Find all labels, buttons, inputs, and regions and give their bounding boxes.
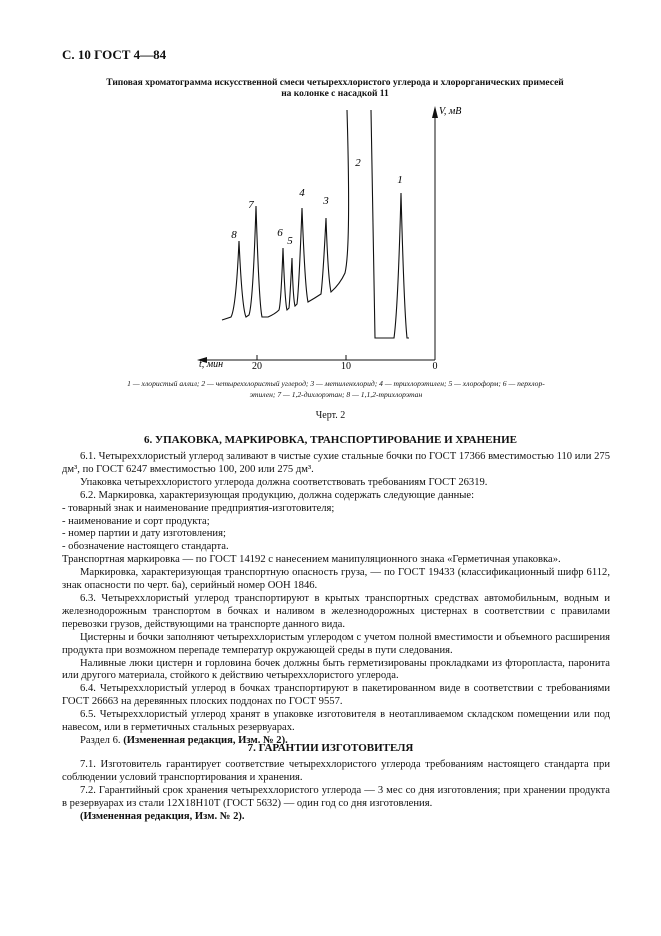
figure-title-line-2: на колонке с насадкой 11 [281, 89, 389, 99]
section-7-body [62, 759, 610, 824]
paragraph-tanks: Цистерны и бочки заполняют четыреххлористым углеродом с учетом полной вместимости и объемного расширения продукта при возможном перепаде температур окружающей среды в пути следования. [62, 631, 610, 656]
list-item: - номер партии и дату изготовления; [62, 528, 226, 540]
peak-label-5: 5 [287, 235, 293, 247]
paragraph-7-2: 7.2. Гарантийный срок хранения четыреххлористого углерода — 3 мес со дня изготовления; при хранении продукта в резервуарах из стали 12Х18Н10Т (ГОСТ 5632) — один год со дня изготовления. [62, 784, 610, 809]
figure-title-line-1: Типовая хроматограмма искусственной смеси четыреххлористого углерода и хлорорганических примесей [106, 78, 564, 88]
list-item: - наименование и сорт продукта; [62, 515, 210, 527]
paragraph-6-1-packaging: Упаковка четыреххлористого углерода должна соответствовать требованиям ГОСТ 26319. [80, 476, 488, 488]
figure-legend [62, 378, 610, 400]
chromatogram-trace [222, 110, 409, 338]
paragraph-hatches: Наливные люки цистерн и горловина бочек должны быть герметизированы прокладками из фторопласта, паронита или другого материала, стойкого к действию четыреххлористого углерода. [62, 657, 610, 682]
list-item: - товарный знак и наименование предприятия-изготовителя; [62, 502, 335, 514]
peak-label-4: 4 [299, 187, 305, 199]
peak-label-1: 1 [397, 174, 403, 186]
x-tick-label-10: 10 [341, 361, 351, 372]
paragraph-7-1: 7.1. Изготовитель гарантирует соответствие четыреххлористого углерода требованиям настоящего стандарта при соблюдении условий транспортирования и хранения. [62, 759, 610, 783]
y-axis-label: V, мВ [439, 106, 462, 117]
page-header: С. 10 ГОСТ 4—84 [62, 47, 167, 62]
paragraph-6-2: 6.2. Маркировка, характеризующая продукцию, должна содержать следующие данные: [80, 489, 475, 501]
section-6-body [62, 451, 610, 748]
x-tick-label-20: 20 [252, 361, 262, 372]
y-axis-arrow [432, 106, 438, 118]
paragraph-6-4: 6.4. Четыреххлористый углерод в бочках транспортируют в пакетированном виде в соответствии с требованиями ГОСТ 26663 на деревянных плоских поддонах по ГОСТ 9557. [62, 683, 610, 708]
legend-line-2: этилен; 7 — 1,2-дихлорэтан; 8 — 1,1,2-трихлорэтан [249, 390, 423, 399]
figure-title [70, 78, 600, 100]
section-6-title: 6. УПАКОВКА, МАРКИРОВКА, ТРАНСПОРТИРОВАНИЕ И ХРАНЕНИЕ [144, 434, 517, 446]
peak-label-3: 3 [323, 195, 329, 207]
figure-caption: Черт. 2 [315, 410, 346, 421]
section-7-title: 7. ГАРАНТИИ ИЗГОТОВИТЕЛЯ [247, 742, 414, 754]
paragraph-6-1: 6.1. Четыреххлористый углерод заливают в чистые сухие стальные бочки по ГОСТ 17366 вместимостью 110 или 275 дм³, по ГОСТ 6247 вместимостью 100, 200 или 275 дм³. [62, 451, 610, 475]
list-item: - обозначение настоящего стандарта. [62, 541, 229, 553]
chromatogram [195, 98, 462, 373]
amendment-note-7: (Измененная редакция, Изм. № 2). [80, 810, 245, 822]
amendment-prefix: Раздел 6. [80, 734, 121, 746]
x-tick-label-0: 0 [432, 361, 438, 372]
peak-label-7: 7 [248, 199, 254, 211]
paragraph-6-5: 6.5. Четыреххлористый углерод хранят в упаковке изготовителя в неотапливаемом складском помещении или под навесом, или в герметичных стальных резервуарах. [62, 709, 610, 734]
x-axis-label: t, мин [199, 359, 224, 370]
peak-label-6: 6 [277, 227, 283, 239]
paragraph-6-3: 6.3. Четыреххлористый углерод транспортируют в крытых транспортных средствах автомобильным, водным и железнодорожным транспортом в бочках и наливом в железнодорожных цистернах в соответствии с правилами перевозки грузов, действующими на транспорте данного вида. [62, 592, 610, 630]
amendment-text: (Измененная редакция, Изм. № 2). [123, 734, 288, 746]
peak-label-2: 2 [355, 157, 361, 169]
paragraph-transport-marking: Транспортная маркировка — по ГОСТ 14192 с нанесением манипуляционного знака «Герметичная упаковка». [62, 554, 561, 566]
legend-line-1: 1 — хлористый аллил; 2 — четыреххлористый углерод; 3 — метиленхлорид; 4 — трихлорэтилен; 5 — хлороформ; 6 — перхлор- [127, 379, 545, 388]
peak-label-8: 8 [231, 229, 237, 241]
paragraph-hazard-marking: Маркировка, характеризующая транспортную опасность груза, — по ГОСТ 19433 (классификационный шифр 6112, знак опасности по черт. 6а), серийный номер ООН 1846. [62, 567, 610, 592]
